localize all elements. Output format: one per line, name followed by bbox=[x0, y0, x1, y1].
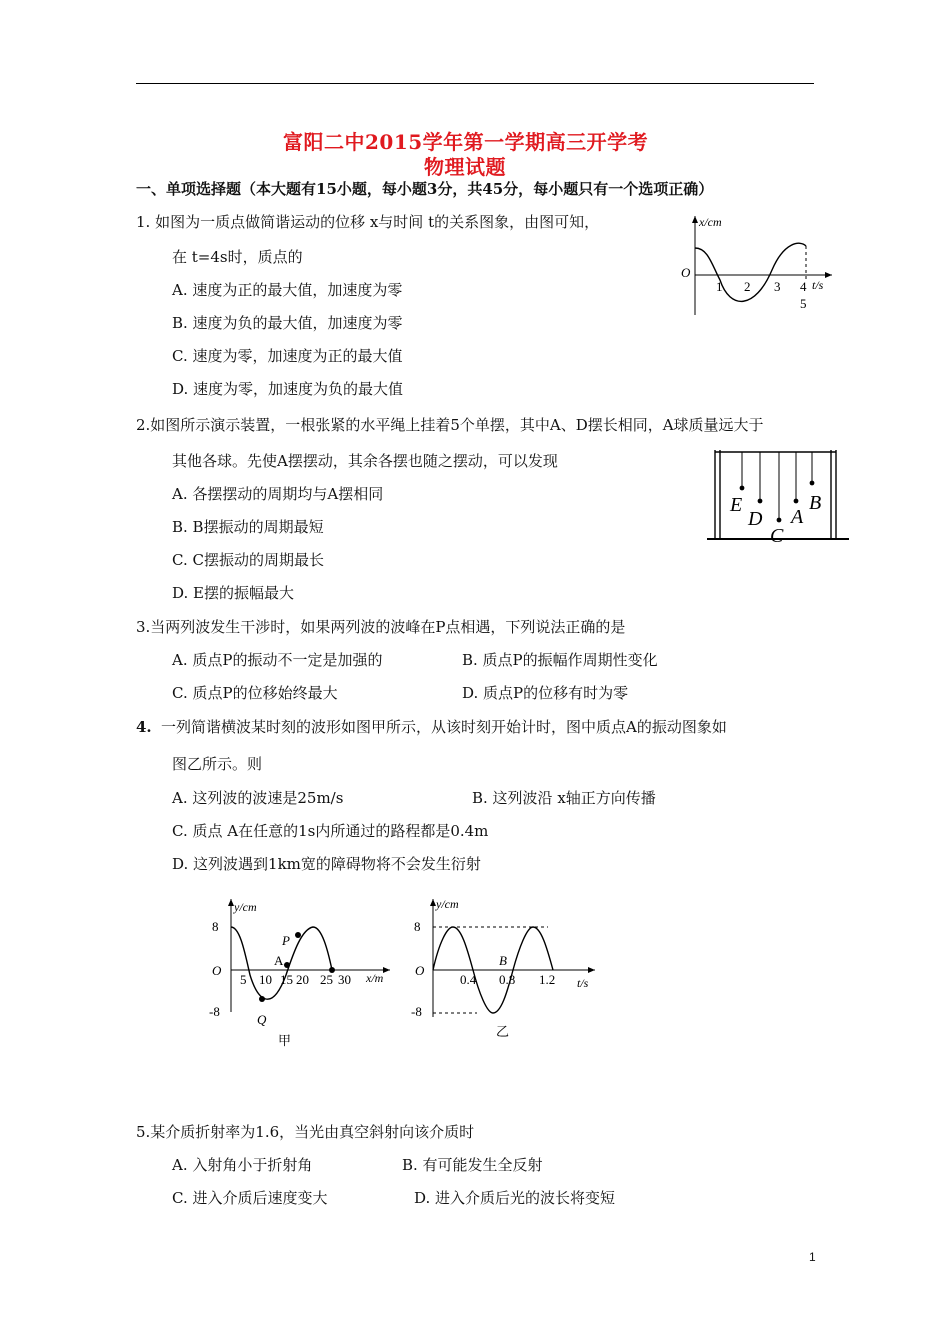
yi-tick-04: 0.4 bbox=[460, 972, 477, 987]
q2-label-e: E bbox=[730, 494, 743, 516]
header-rule bbox=[136, 83, 814, 84]
jia-tick-20: 20 bbox=[296, 972, 309, 987]
q1-stem-line1: 1. 如图为一质点做简谐运动的位移 x与时间 t的关系图象，由图可知， bbox=[136, 213, 600, 231]
yi-xlabel: t/s bbox=[577, 976, 589, 990]
jia-label-q: Q bbox=[257, 1012, 267, 1027]
yi-ylabel: y/cm bbox=[436, 897, 459, 911]
exam-subject: 物理试题 bbox=[424, 155, 506, 179]
q4-wave-figure-jia bbox=[200, 893, 400, 1053]
jia-tick-30: 30 bbox=[338, 972, 351, 987]
q3-stem: 3.当两列波发生干涉时，如果两列波的波峰在P点相遇，下列说法正确的是 bbox=[136, 618, 626, 636]
q5-option-c: C. 进入介质后速度变大 bbox=[172, 1189, 328, 1207]
q1-option-c: C. 速度为零，加速度为正的最大值 bbox=[172, 347, 403, 365]
q2-pendulum-figure bbox=[703, 447, 853, 545]
page-number: 1 bbox=[809, 1250, 816, 1264]
q2-option-c: C. C摆振动的周期最长 bbox=[172, 551, 324, 569]
q2-option-d: D. E摆的振幅最大 bbox=[172, 584, 294, 602]
q4-option-d: D. 这列波遇到1km宽的障碍物将不会发生衍射 bbox=[172, 855, 481, 873]
yi-y-max: 8 bbox=[414, 919, 421, 934]
q5-stem: 5.某介质折射率为1.6，当光由真空斜射向该介质时 bbox=[136, 1123, 475, 1141]
jia-xlabel: x/m bbox=[366, 971, 384, 985]
q1-stem-line2: 在 t=4s时，质点的 bbox=[172, 248, 303, 266]
yi-tick-08: 0.8 bbox=[499, 972, 516, 987]
q1-fig-ylabel: x/cm bbox=[699, 215, 722, 229]
q1-figure bbox=[670, 210, 840, 320]
q3-option-c: C. 质点P的位移始终最大 bbox=[172, 684, 338, 702]
jia-ylabel: y/cm bbox=[234, 900, 257, 914]
yi-tick-12: 1.2 bbox=[539, 972, 556, 987]
q3-option-b: B. 质点P的振幅作周期性变化 bbox=[462, 651, 658, 669]
yi-origin: O bbox=[415, 963, 425, 978]
yi-caption: 乙 bbox=[496, 1024, 510, 1039]
yi-point-b: B bbox=[499, 953, 507, 968]
q2-label-b: B bbox=[809, 492, 822, 514]
exam-title: 富阳二中2015学年第一学期高三开学考 bbox=[283, 130, 649, 154]
q2-label-a: A bbox=[791, 506, 804, 528]
jia-tick-10: 10 bbox=[259, 972, 272, 987]
q4-number: 4. bbox=[136, 718, 152, 736]
q1-option-b: B. 速度为负的最大值，加速度为零 bbox=[172, 314, 403, 332]
jia-y-max: 8 bbox=[212, 919, 219, 934]
jia-origin: O bbox=[212, 963, 222, 978]
q4-option-c: C. 质点 A在任意的1s内所通过的路程都是0.4m bbox=[172, 822, 489, 840]
q3-option-a: A. 质点P的振动不一定是加强的 bbox=[172, 651, 383, 669]
yi-y-min: -8 bbox=[411, 1004, 422, 1019]
q1-fig-tick-2: 2 bbox=[744, 279, 751, 294]
section-heading: 一、单项选择题（本大题有15小题，每小题3分，共45分，每小题只有一个选项正确） bbox=[136, 180, 714, 198]
q4-stem-line2: 图乙所示。则 bbox=[172, 755, 263, 773]
q4-option-a: A. 这列波的波速是25m/s bbox=[172, 789, 344, 807]
q2-stem-line2: 其他各球。先使A摆摆动，其余各摆也随之摆动，可以发现 bbox=[172, 452, 558, 470]
q3-option-d: D. 质点P的位移有时为零 bbox=[462, 684, 629, 702]
q2-option-a: A. 各摆摆动的周期均与A摆相同 bbox=[172, 485, 384, 503]
q4-vibration-figure-yi bbox=[405, 893, 605, 1043]
q2-option-b: B. B摆振动的周期最短 bbox=[172, 518, 324, 536]
q1-option-d: D. 速度为零，加速度为负的最大值 bbox=[172, 380, 404, 398]
jia-tick-25: 25 bbox=[320, 972, 333, 987]
q1-fig-tick-4: 4 bbox=[800, 279, 807, 294]
q1-fig-origin: O bbox=[681, 265, 691, 280]
q2-label-d: D bbox=[748, 508, 763, 530]
q1-fig-tick-3: 3 bbox=[774, 279, 781, 294]
jia-tick-5: 5 bbox=[240, 972, 247, 987]
jia-label-p: P bbox=[282, 933, 290, 948]
q2-label-c: C bbox=[770, 525, 784, 545]
q1-option-a: A. 速度为正的最大值，加速度为零 bbox=[172, 281, 403, 299]
q2-stem-line1: 2.如图所示演示装置，一根张紧的水平绳上挂着5个单摆，其中A、D摆长相同，A球质量远大于 bbox=[136, 416, 764, 434]
q1-fig-tick-1: 1 bbox=[716, 279, 723, 294]
jia-tick-15: 15 bbox=[280, 972, 293, 987]
jia-caption: 甲 bbox=[278, 1033, 292, 1048]
jia-label-a: A bbox=[274, 953, 284, 968]
q4-option-b: B. 这列波沿 x轴正方向传播 bbox=[472, 789, 656, 807]
jia-y-min: -8 bbox=[209, 1004, 220, 1019]
q5-option-b: B. 有可能发生全反射 bbox=[402, 1156, 543, 1174]
q5-option-a: A. 入射角小于折射角 bbox=[172, 1156, 313, 1174]
q5-option-d: D. 进入介质后光的波长将变短 bbox=[414, 1189, 616, 1207]
q1-fig-xlabel: t/s bbox=[812, 278, 824, 292]
q4-stem-line1: 一列简谐横波某时刻的波形如图甲所示，从该时刻开始计时，图中质点A的振动图象如 bbox=[161, 718, 727, 736]
q1-fig-extra-label: 5 bbox=[800, 296, 807, 311]
